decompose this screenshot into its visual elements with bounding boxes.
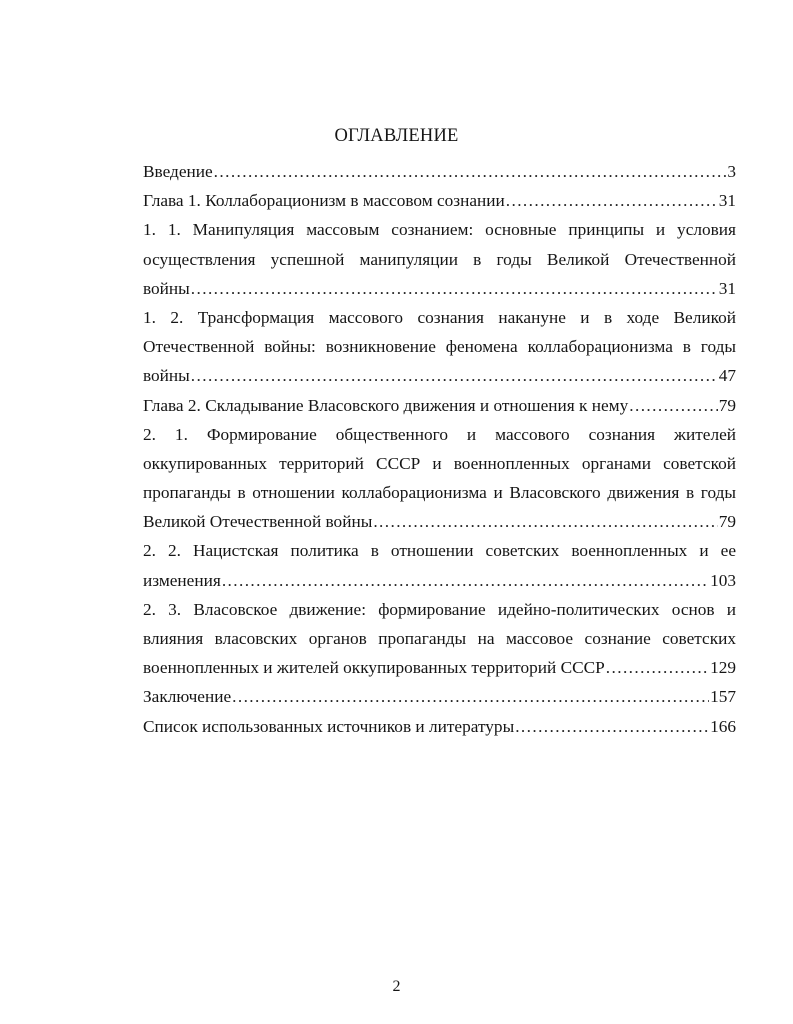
toc-entry-last-line bbox=[143, 566, 736, 595]
toc-page-number: 79 bbox=[718, 512, 736, 532]
toc-entry-line: 2. 2. Нацистская политика в отношении советских военнопленных и ее bbox=[143, 541, 736, 561]
toc-entry-line: 1. 2. Трансформация массового сознания накануне и в ходе Великой bbox=[143, 307, 736, 327]
toc-entry-line: Отечественной войны: возникновение феномена коллаборационизма в годы bbox=[143, 337, 736, 357]
toc-entry-section-2-1[interactable] bbox=[143, 420, 736, 537]
toc-entry-section-2-2[interactable] bbox=[143, 536, 736, 594]
toc-page-number: 3 bbox=[727, 162, 736, 181]
dot-leader bbox=[606, 653, 709, 682]
toc-entry-section-1-1[interactable] bbox=[143, 215, 736, 303]
toc-entry-line: пропаганды в отношении коллаборационизма и Власовского движения в годы bbox=[143, 483, 736, 503]
toc-page-number: 103 bbox=[710, 570, 736, 590]
dot-leader bbox=[629, 391, 717, 420]
toc-entry-title: войны bbox=[143, 366, 190, 386]
toc-entry-title: Великой Отечественной войны bbox=[143, 512, 373, 532]
toc-page-number: 47 bbox=[718, 366, 736, 386]
toc-entry-chapter-1[interactable] bbox=[143, 186, 736, 215]
toc-entry-last-line bbox=[143, 274, 736, 303]
toc-entry-title: Глава 1. Коллаборационизм в массовом сознании bbox=[143, 191, 505, 211]
toc-entry-conclusion[interactable] bbox=[143, 682, 736, 711]
dot-leader bbox=[506, 186, 718, 215]
toc-entry-bibliography[interactable] bbox=[143, 712, 736, 741]
dot-leader bbox=[222, 566, 709, 595]
toc-entry-introduction[interactable] bbox=[143, 157, 736, 186]
toc-entry-chapter-2[interactable] bbox=[143, 391, 736, 420]
toc-entry-title: Введение bbox=[143, 162, 213, 181]
toc-entry-line: 2. 3. Власовское движение: формирование идейно-политических основ и bbox=[143, 599, 736, 619]
dot-leader bbox=[214, 157, 727, 186]
dot-leader bbox=[515, 712, 709, 741]
toc-entry-section-1-2[interactable] bbox=[143, 303, 736, 391]
toc-page-number: 79 bbox=[718, 395, 736, 415]
toc-entry-last-line bbox=[143, 653, 736, 682]
dot-leader bbox=[373, 507, 717, 536]
toc-page-number: 157 bbox=[710, 687, 736, 707]
toc-entry-line: влияния власовских органов пропаганды на массовое сознание советских bbox=[143, 629, 736, 648]
toc-entry-last-line bbox=[143, 507, 736, 536]
toc-entry-title: Глава 2. Складывание Власовского движения и отношения к нему bbox=[143, 395, 629, 415]
toc-entry-title: изменения bbox=[143, 570, 221, 590]
toc-entry-title: Список использованных источников и литературы bbox=[143, 716, 515, 736]
toc-heading: ОГЛАВЛЕНИЕ bbox=[334, 126, 459, 146]
dot-leader bbox=[191, 361, 718, 390]
toc-page-number: 31 bbox=[718, 278, 736, 298]
toc-page-number: 31 bbox=[718, 191, 736, 211]
toc-entry-last-line bbox=[143, 361, 736, 390]
toc-entry-title: войны bbox=[143, 278, 190, 298]
toc-entry-title: Заключение bbox=[143, 687, 232, 707]
toc-page-number: 166 bbox=[710, 716, 736, 736]
toc-entry-title: военнопленных и жителей оккупированных территорий СССР bbox=[143, 658, 605, 678]
toc-entry-section-2-3[interactable] bbox=[143, 595, 736, 683]
toc-entry-line: 2. 1. Формирование общественного и массового сознания жителей bbox=[143, 424, 736, 444]
table-of-contents bbox=[143, 157, 736, 741]
dot-leader bbox=[232, 682, 709, 711]
toc-page-number: 129 bbox=[710, 658, 736, 678]
page-number: 2 bbox=[392, 978, 401, 995]
toc-entry-line: 1. 1. Манипуляция массовым сознанием: основные принципы и условия bbox=[143, 220, 736, 240]
toc-entry-line: осуществления успешной манипуляции в годы Великой Отечественной bbox=[143, 249, 736, 269]
toc-entry-line: оккупированных территорий СССР и военнопленных органами советской bbox=[143, 453, 736, 473]
dot-leader bbox=[191, 274, 718, 303]
